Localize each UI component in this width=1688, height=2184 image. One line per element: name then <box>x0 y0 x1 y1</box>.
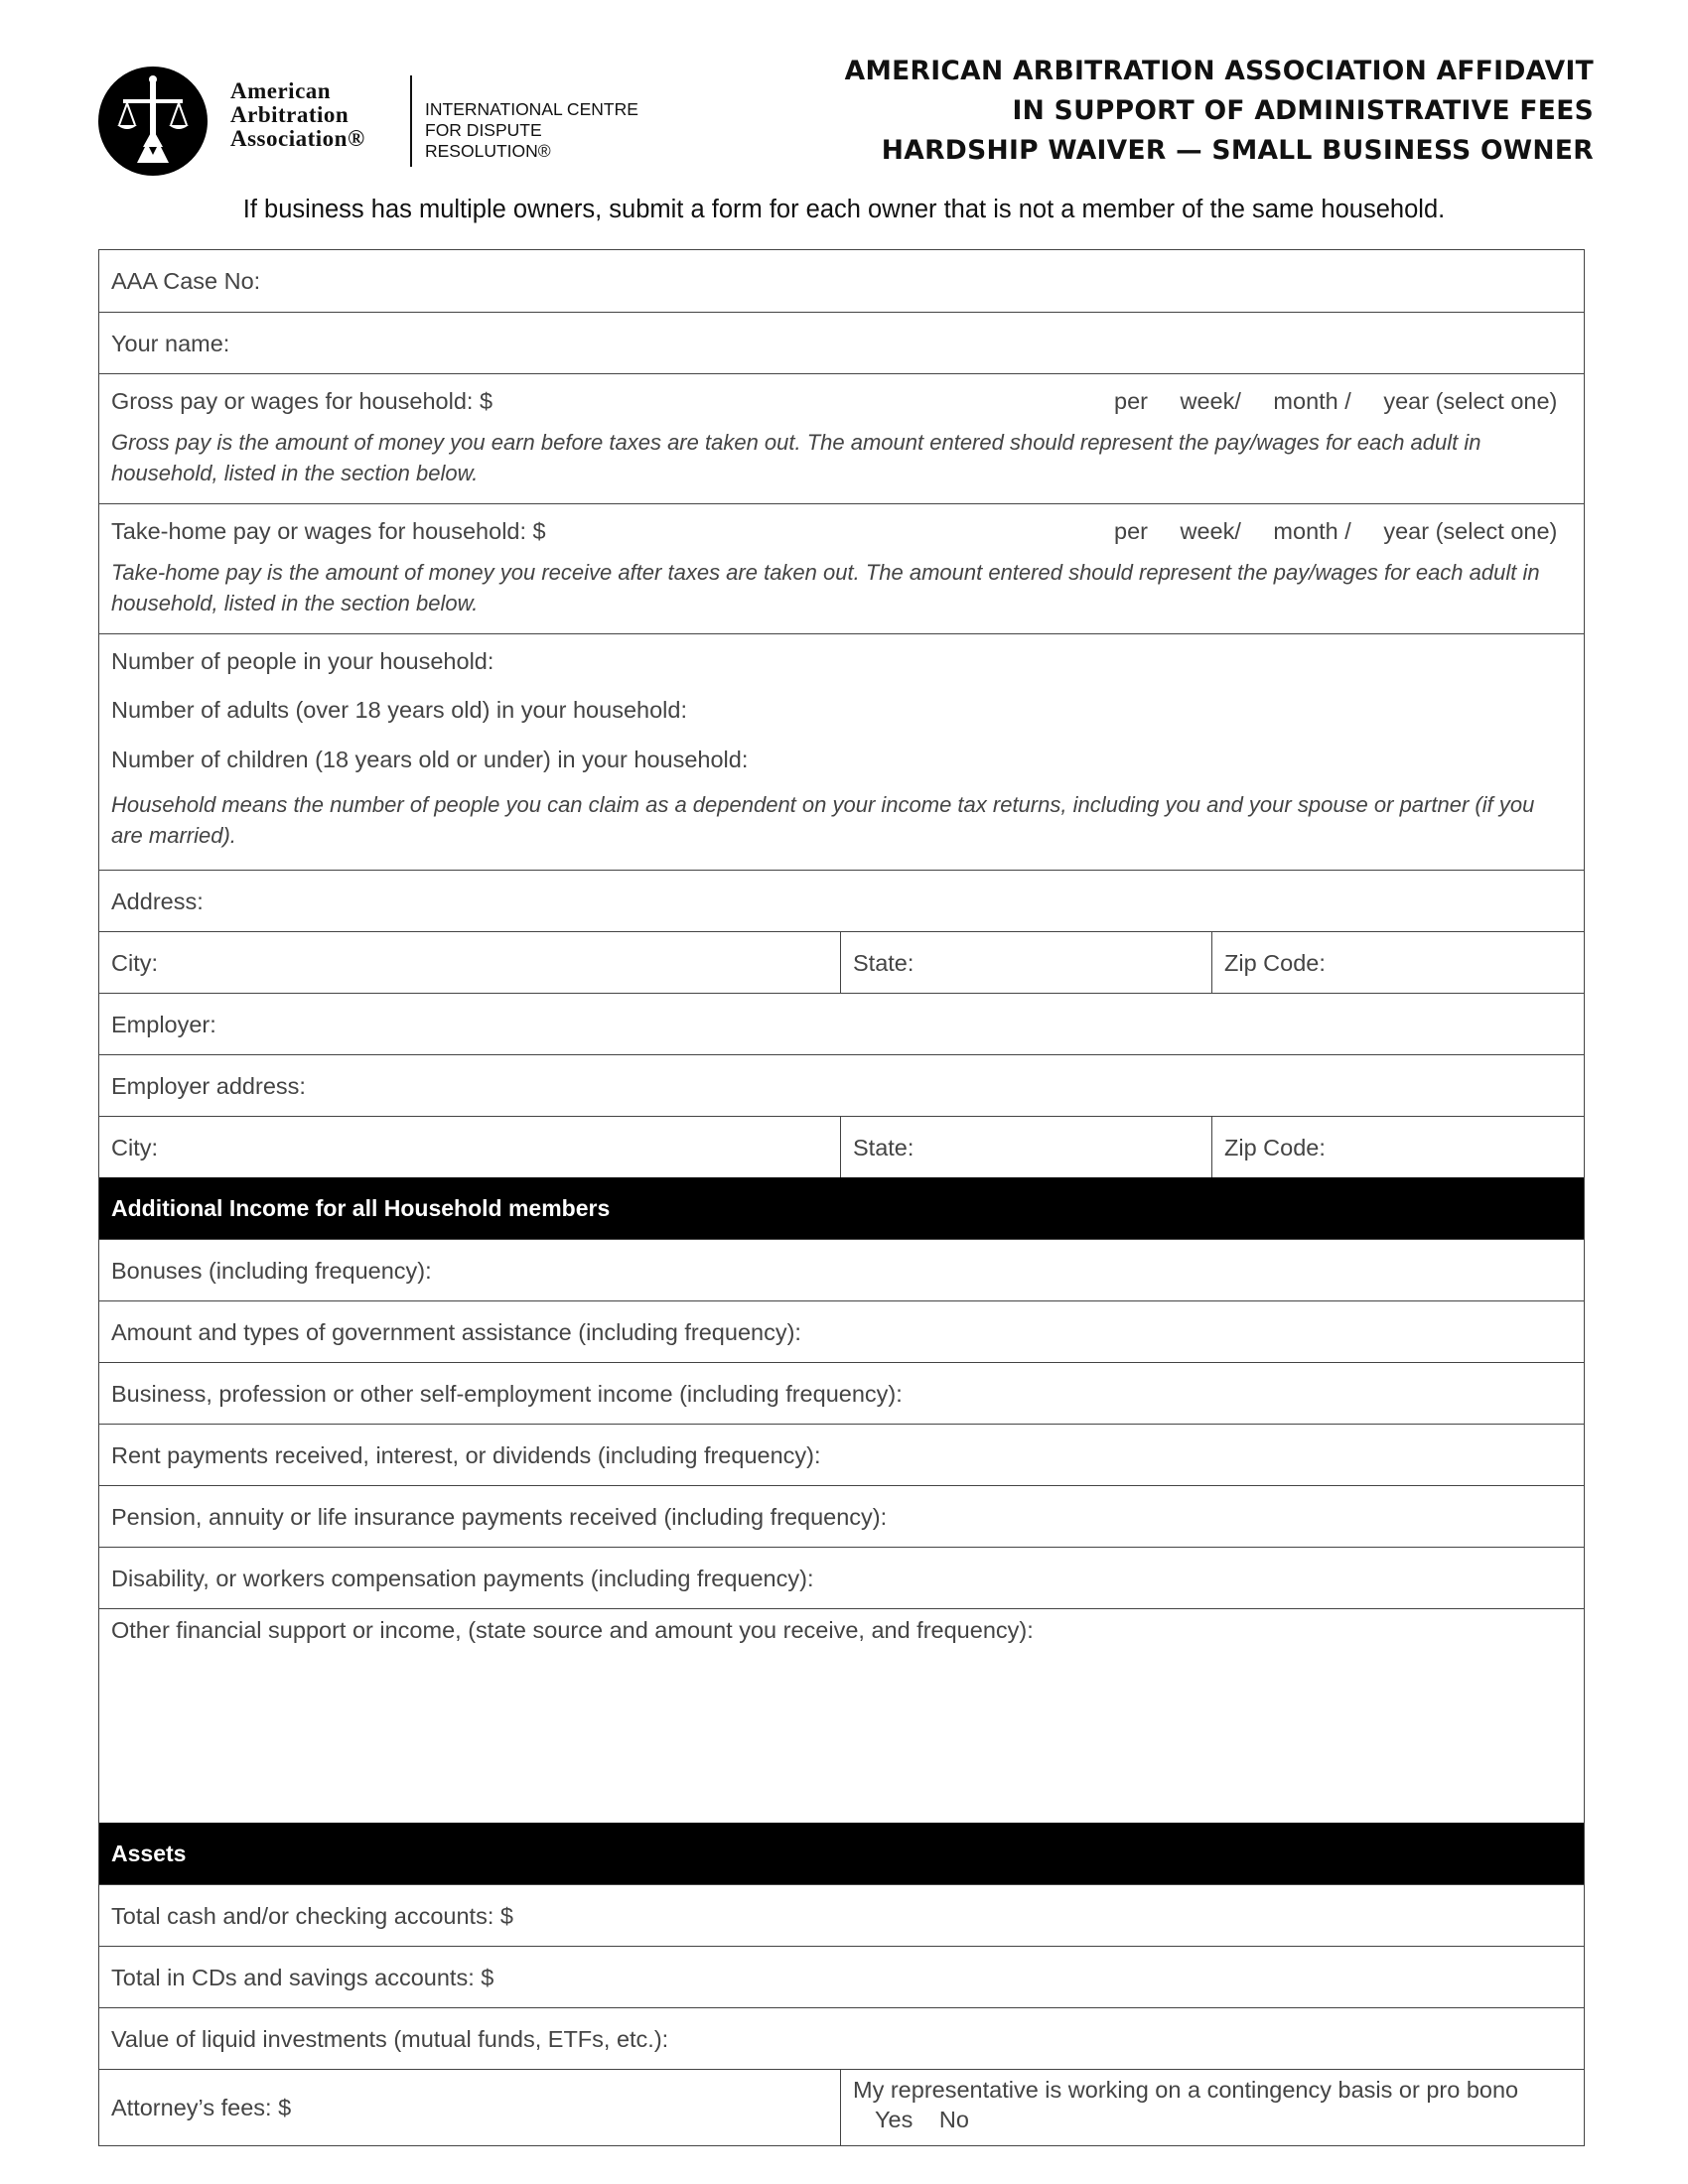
attorney-row <box>99 2069 1584 2145</box>
representative-label: My representative is working on a contingency basis or pro bono <box>853 2077 1519 2103</box>
self-employment-field[interactable]: Business, profession or other self-employment income (including frequency): <box>99 1362 1584 1424</box>
aaa-logo <box>97 66 653 177</box>
logo-divider <box>410 75 412 167</box>
employer-field[interactable]: Employer: <box>99 993 1584 1054</box>
period-month-option[interactable]: month / <box>1273 388 1351 414</box>
bonuses-field[interactable]: Bonuses (including frequency): <box>99 1239 1584 1300</box>
government-assistance-field[interactable]: Amount and types of government assistance (including frequency): <box>99 1300 1584 1362</box>
yes-no-options <box>853 2105 1584 2134</box>
intro-text: If business has multiple owners, submit a form for each owner that is not a member of the same household. <box>242 196 1446 223</box>
takehome-pay-field[interactable]: Take-home pay or wages for household: $ <box>111 518 546 544</box>
gross-pay-field[interactable]: Gross pay or wages for household: $ <box>111 388 493 414</box>
household-children-field[interactable]: Number of children (18 years old or under) in your household: <box>111 747 749 772</box>
address-city-state-zip-row <box>99 931 1584 993</box>
other-support-field[interactable] <box>99 1608 1584 1823</box>
takehome-pay-note: Take-home pay is the amount of money you receive after taxes are taken out. The amount entered should represent the pay/wages for each adult in household, listed in the section below. <box>111 560 1540 615</box>
logo-wordmark <box>230 79 365 151</box>
disability-field[interactable]: Disability, or workers compensation payments (including frequency): <box>99 1547 1584 1608</box>
address-state-field[interactable]: State: <box>840 932 1211 993</box>
takehome-pay-period <box>1114 516 1557 546</box>
period-week-option[interactable]: week/ <box>1180 388 1241 414</box>
yes-option[interactable]: Yes <box>875 2107 914 2132</box>
household-people-field[interactable]: Number of people in your household: <box>111 648 494 674</box>
employer-address-field[interactable]: Employer address: <box>99 1054 1584 1116</box>
rent-income-field[interactable]: Rent payments received, interest, or dividends (including frequency): <box>99 1424 1584 1485</box>
employer-zip-field[interactable]: Zip Code: <box>1211 1117 1584 1177</box>
household-row <box>99 633 1584 870</box>
period-month-option[interactable]: month / <box>1273 518 1351 544</box>
liquid-investments-field[interactable]: Value of liquid investments (mutual funds, ETFs, etc.): <box>99 2007 1584 2069</box>
title-line: AMERICAN ARBITRATION ASSOCIATION AFFIDAVIT <box>844 56 1594 86</box>
period-year-option[interactable]: year (select one) <box>1383 518 1558 544</box>
representative-basis <box>840 2070 1584 2145</box>
other-support-label: Other financial support or income, (state source and amount you receive, and frequency): <box>111 1617 1034 1643</box>
period-week-option[interactable]: week/ <box>1180 518 1241 544</box>
cds-savings-field[interactable]: Total in CDs and savings accounts: $ <box>99 1946 1584 2007</box>
gross-pay-period <box>1114 386 1557 416</box>
additional-income-header: Additional Income for all Household members <box>99 1177 1584 1239</box>
logo-name-line: Arbitration <box>230 102 350 127</box>
period-per: per <box>1114 518 1148 544</box>
pension-field[interactable]: Pension, annuity or life insurance payments received (including frequency): <box>99 1485 1584 1547</box>
logo-name-line: American <box>230 78 332 103</box>
case-no-field[interactable]: AAA Case No: <box>111 268 261 294</box>
title-line: IN SUPPORT OF ADMINISTRATIVE FEES <box>1012 95 1594 126</box>
employer-city-state-zip-row <box>99 1116 1584 1177</box>
no-option[interactable]: No <box>938 2107 969 2132</box>
period-year-option[interactable]: year (select one) <box>1383 388 1558 414</box>
affidavit-form <box>98 249 1585 2146</box>
title-line: HARDSHIP WAIVER — SMALL BUSINESS OWNER <box>881 135 1594 166</box>
logo-centre-line: FOR DISPUTE RESOLUTION® <box>425 120 551 161</box>
period-per: per <box>1114 388 1148 414</box>
household-note: Household means the number of people you can claim as a dependent on your income tax returns, including you and your spouse or partner (if you are married). <box>111 792 1535 848</box>
assets-header: Assets <box>99 1823 1584 1884</box>
address-city-field[interactable]: City: <box>111 950 158 976</box>
address-zip-field[interactable]: Zip Code: <box>1211 932 1584 993</box>
logo-centre-line: INTERNATIONAL CENTRE <box>425 99 638 119</box>
takehome-pay-row <box>99 503 1584 633</box>
logo-name-line: Association® <box>230 126 365 151</box>
cash-accounts-field[interactable]: Total cash and/or checking accounts: $ <box>99 1884 1584 1946</box>
employer-state-field[interactable]: State: <box>840 1117 1211 1177</box>
address-field[interactable]: Address: <box>99 870 1584 931</box>
your-name-field[interactable]: Your name: <box>99 312 1584 373</box>
attorney-fees-field[interactable]: Attorney’s fees: $ <box>111 2095 292 2120</box>
gross-pay-note: Gross pay is the amount of money you earn before taxes are taken out. The amount entered should represent the pay/wages for each adult in household, listed in the section below. <box>111 430 1481 485</box>
logo-centre-text <box>425 99 653 161</box>
household-adults-field[interactable]: Number of adults (over 18 years old) in your household: <box>111 697 687 723</box>
gross-pay-row <box>99 373 1584 503</box>
employer-city-field[interactable]: City: <box>111 1135 158 1160</box>
document-title <box>845 52 1594 171</box>
scales-of-justice-icon <box>97 66 209 177</box>
